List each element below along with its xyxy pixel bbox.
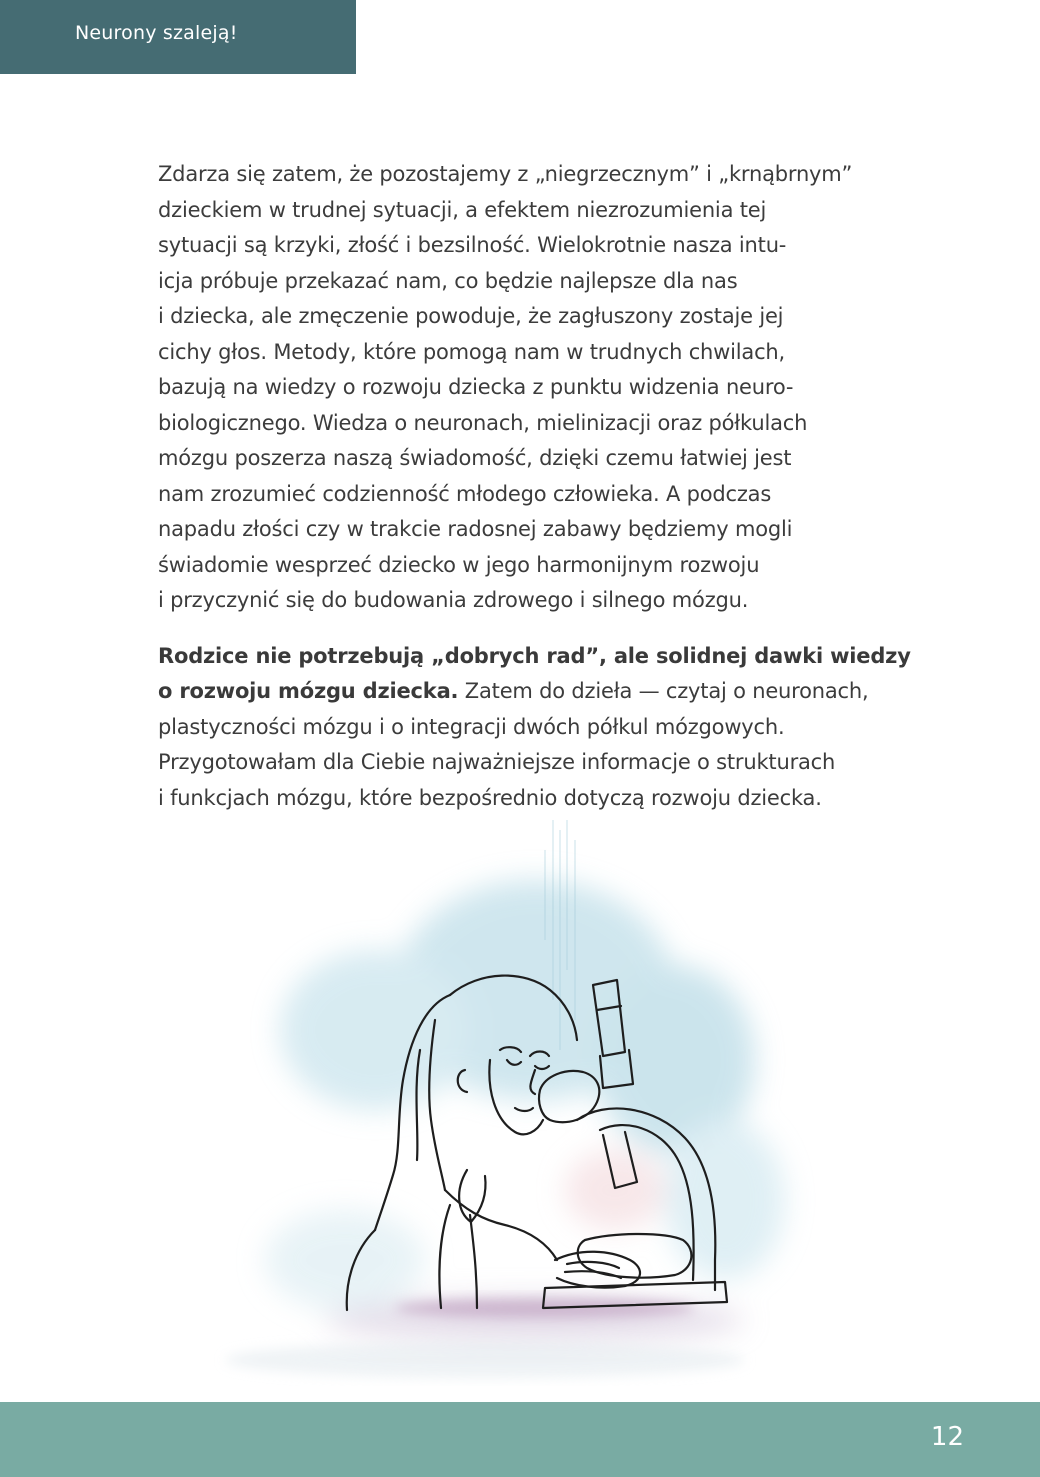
paragraph-1-line: i dziecka, ale zmęczenie powoduje, że zagłuszony zostaje jej [158, 304, 784, 328]
paragraph-2 [158, 639, 928, 817]
paragraph-2-line [158, 674, 928, 710]
paragraph-1-line: nam zrozumieć codzienność młodego człowieka. A podczas [158, 481, 772, 506]
page-number: 12 [930, 1422, 964, 1452]
paragraph-1-line: Zdarza się zatem, że pozostajemy z „niegrzecznym” i „krnąbrnym” [158, 162, 853, 186]
paragraph-1-line: dzieckiem w trudnej sytuacji, a efektem niezrozumienia tej [158, 197, 767, 222]
paragraph-2-line: i funkcjach mózgu, które bezpośrednio dotyczą rozwoju dziecka. [158, 785, 822, 810]
scientist-microscope-illustration [205, 820, 845, 1400]
paragraph-1-line: świadomie wesprzeć dziecko w jego harmonijnym rozwoju [158, 552, 760, 577]
paragraph-1-line: biologicznego. Wiedza o neuronach, mielinizacji oraz półkulach [158, 410, 808, 435]
footer-bar [0, 1402, 1040, 1477]
paragraph-1-line: mózgu poszerza naszą świadomość, dzięki czemu łatwiej jest [158, 446, 792, 470]
paragraph-2-rest: Zatem do dzieła — czytaj o neuronach, [458, 679, 869, 703]
scientist-with-microscope-icon [205, 820, 845, 1400]
paragraph-1-line: cichy głos. Metody, które pomogą nam w trudnych chwilach, [158, 339, 786, 364]
paragraph-2-line: Przygotowałam dla Ciebie najważniejsze informacje o strukturach [158, 750, 836, 774]
paragraph-1-line: bazują na wiedzy o rozwoju dziecka z punktu widzenia neuro- [158, 375, 794, 399]
paragraph-1-line: sytuacji są krzyki, złość i bezsilność. Wielokrotnie nasza intu- [158, 233, 787, 257]
body-text [158, 157, 928, 816]
header-title: Neurony szaleją! [75, 22, 238, 44]
paragraph-1-line: napadu złości czy w trakcie radosnej zabawy będziemy mogli [158, 517, 793, 541]
paragraph-1-line: icja próbuje przekazać nam, co będzie najlepsze dla nas [158, 268, 738, 293]
paragraph-2-bold-end: o rozwoju mózgu dziecka. [158, 679, 459, 703]
paragraph-1 [158, 157, 928, 619]
paragraph-2-bold-line: Rodzice nie potrzebują „dobrych rad”, ale solidnej dawki wiedzy [158, 643, 911, 668]
paragraph-1-line: i przyczynić się do budowania zdrowego i silnego mózgu. [158, 588, 749, 612]
paragraph-2-line: plastyczności mózgu i o integracji dwóch półkul mózgowych. [158, 714, 785, 739]
header-tab [0, 0, 356, 74]
